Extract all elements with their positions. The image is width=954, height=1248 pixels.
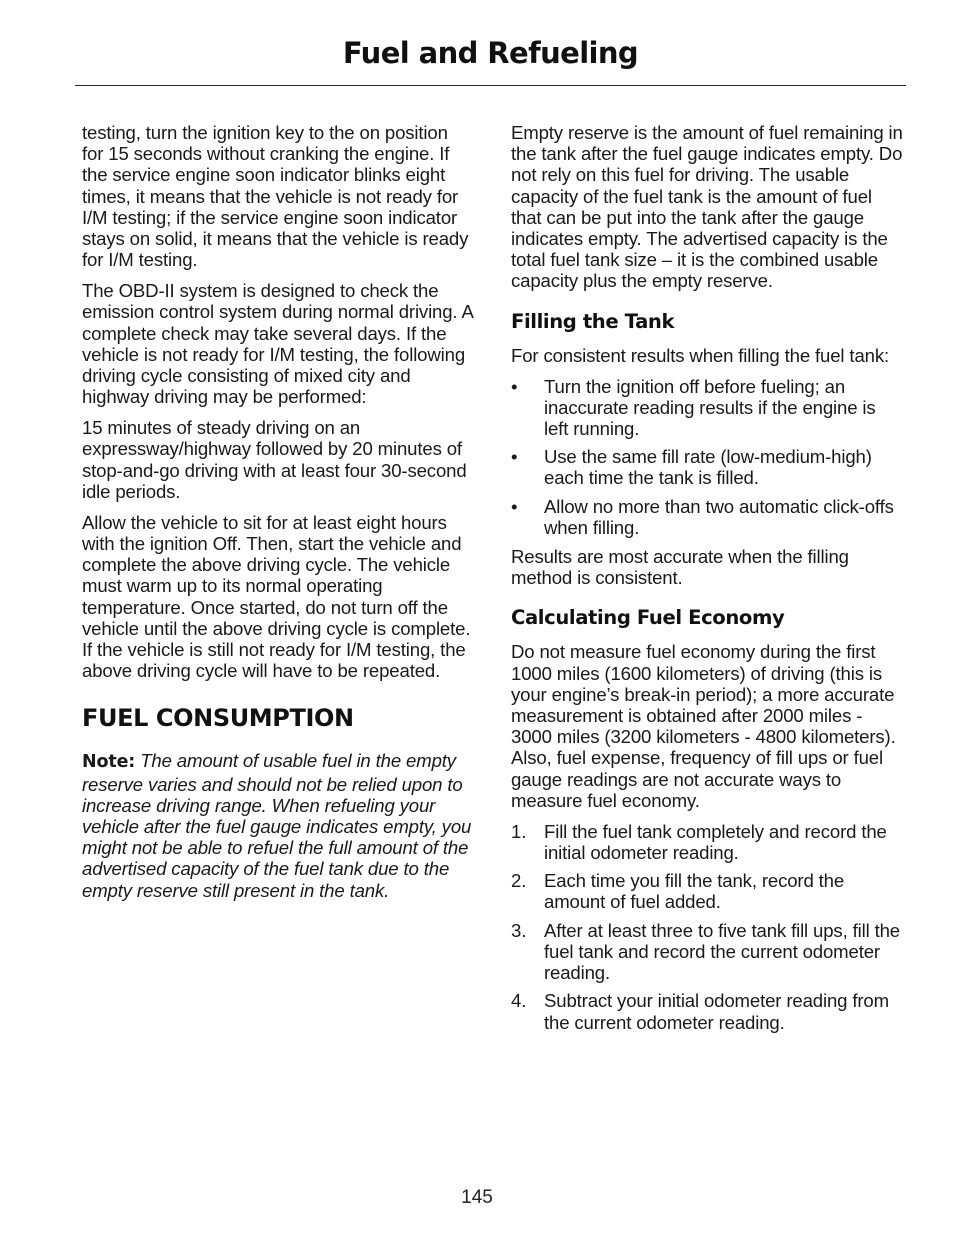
paragraph-im-testing: testing, turn the ignition key to the on position for 15 seconds without cranking the engine. If the service engine soon indicator blinks eight times, it means that the vehicle is not ready for I/M testing; if the service engine soon indicator stays on solid, it means that the vehicle is ready for I/M testing. [82, 122, 469, 271]
note-label: Note: [82, 752, 136, 773]
list-item-text: After at least three to five tank fill ups, fill the fuel tank and record the current odometer reading. [544, 919, 900, 984]
step-number: 3. [511, 919, 527, 941]
bullet-icon: • [511, 375, 518, 397]
list-item [511, 990, 903, 1032]
list-item-text: Allow no more than two automatic click-offs when filling. [544, 495, 894, 538]
section-heading-fuel-consumption: FUEL CONSUMPTION [82, 704, 354, 733]
step-number: 1. [511, 820, 527, 842]
paragraph-filling-intro: For consistent results when filling the fuel tank: [511, 344, 889, 366]
list-item-text: Subtract your initial odometer reading from the current odometer reading. [544, 990, 889, 1033]
heading-calculating-fuel-economy: Calculating Fuel Economy [511, 606, 785, 630]
list-item [511, 376, 903, 440]
paragraph-sit-vehicle: Allow the vehicle to sit for at least eight hours with the ignition Off. Then, start the vehicle and complete the above driving cycle. The vehicle must warm up to its normal operating temperature. Once started, do not turn off the vehicle until the above driving cycle is complete. If the vehicle is still not ready for I/M testing, the above driving cycle will have to be repeated. [82, 511, 471, 682]
bullet-icon: • [511, 446, 518, 468]
list-item [511, 446, 903, 488]
page-header [75, 34, 906, 86]
list-item [511, 821, 903, 863]
paragraph-filling-closing: Results are most accurate when the filling method is consistent. [511, 546, 849, 589]
list-item [511, 870, 903, 912]
list-item [511, 920, 903, 984]
page-number: 145 [461, 1187, 493, 1208]
heading-filling-the-tank: Filling the Tank [511, 309, 675, 333]
list-item [511, 496, 903, 538]
bullet-icon: • [511, 495, 518, 517]
list-item-text: Use the same fill rate (low-medium-high) each time the tank is filled. [544, 446, 872, 489]
step-number: 4. [511, 990, 527, 1012]
paragraph-driving-cycle: 15 minutes of steady driving on an expressway/highway followed by 20 minutes of stop-and-go driving with at least four 30-second idle periods. [82, 417, 467, 502]
list-item-text: Fill the fuel tank completely and record the initial odometer reading. [544, 820, 887, 864]
paragraph-economy-intro: Do not measure fuel economy during the first 1000 miles (1600 kilometers) of driving (this is your engine’s break-in period); a more accurate measurement is obtained after 2000 miles - 3000 miles (3200 kilometers - 4800 kilometers). Also, fuel expense, frequency of fill ups or fuel gauge readings are not accurate ways to measure fuel economy. [511, 641, 896, 811]
paragraph-obd-system: The OBD-II system is designed to check the emission control system during normal driving. A complete check may take several days. If the vehicle is not ready for I/M testing, the following driving cycle consisting of mixed city and highway driving may be performed: [82, 280, 473, 408]
paragraph-empty-reserve: Empty reserve is the amount of fuel remaining in the tank after the fuel gauge indicates empty. Do not rely on this fuel for driving. The usable capacity of the fuel tank is the amount of fuel that can be put into the tank after the gauge indicates empty. The advertised capacity is the total fuel tank size – it is the combined usable capacity plus the empty reserve. [511, 122, 903, 292]
list-item-text: Each time you fill the tank, record the amount of fuel added. [544, 870, 845, 913]
right-column [511, 122, 903, 1041]
page-title: Fuel and Refueling [342, 36, 639, 70]
list-item-text: Turn the ignition off before fueling; an inaccurate reading results if the engine is left running. [544, 375, 876, 440]
economy-steps-list [511, 821, 903, 1033]
note-text: The amount of usable fuel in the empty reserve varies and should not be relied upon to increase driving range. When refueling your vehicle after the fuel gauge indicates empty, you might not be able to refuel the full amount of the advertised capacity of the fuel tank due to the empty reserve still present in the tank. [82, 750, 472, 901]
note-paragraph [82, 750, 474, 900]
step-number: 2. [511, 870, 527, 892]
left-column [82, 122, 474, 911]
filling-bullet-list [511, 376, 903, 538]
